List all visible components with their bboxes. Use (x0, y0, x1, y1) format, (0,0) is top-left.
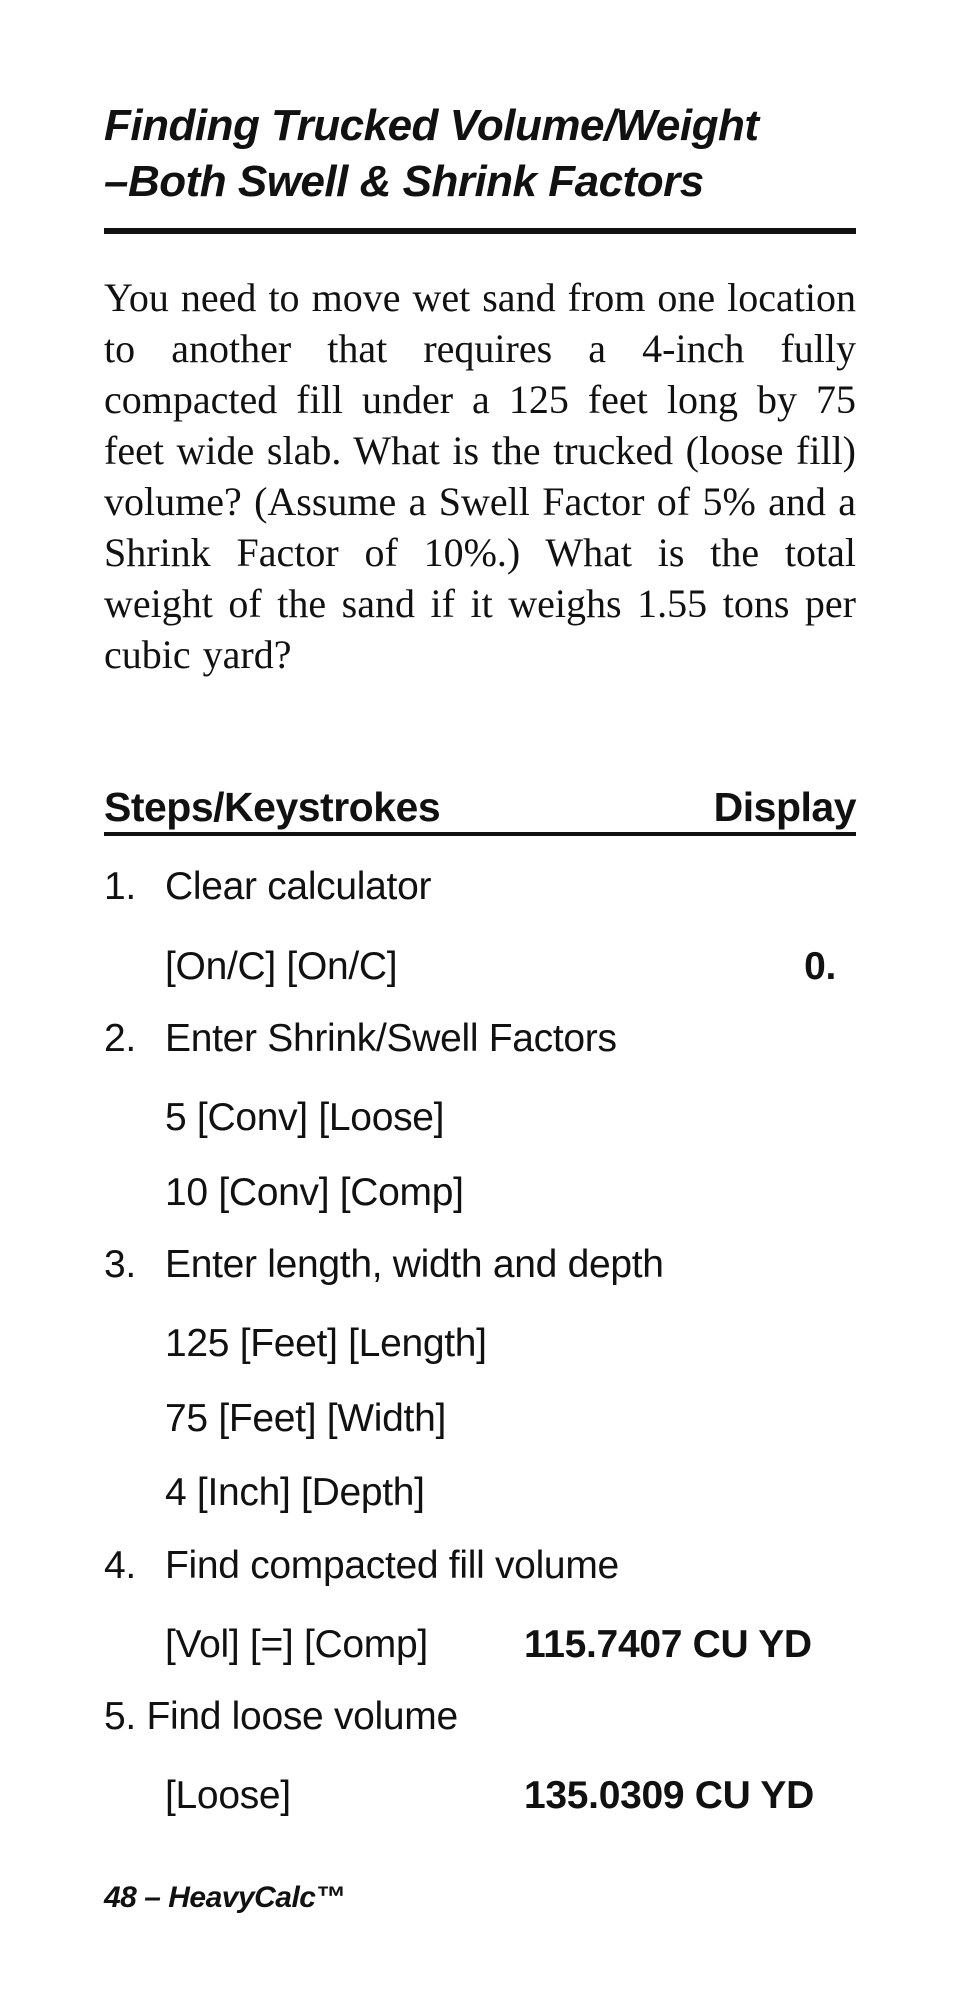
title-line-1: Finding Trucked Volume/Weight (104, 101, 759, 150)
problem-statement: You need to move wet sand from one location to another that requires a 4-inch fully compacted fill under a 125 feet long by 75 feet wide slab. What is the trucked (loose fill) volume? (Assume a Swell Factor of 5% and a Shrink Factor of 10%.) What is the total weight of the sand if it weighs 1.55 tons per cubic yard? (104, 275, 856, 677)
step-number: 1. (104, 865, 136, 908)
keystroke-row: [Loose] (165, 1774, 291, 1817)
header-divider (104, 832, 856, 836)
step-2 (104, 1015, 617, 1063)
title-line-2: –Both Swell & Shrink Factors (104, 157, 704, 206)
step-label: Enter length, width and depth (165, 1243, 664, 1286)
display-value: 115.7407 CU YD (524, 1623, 812, 1666)
step-number: 3. (104, 1243, 136, 1286)
display-value: 0. (804, 945, 836, 988)
step-1 (104, 863, 431, 911)
page-title (104, 98, 856, 210)
steps-table-header (104, 779, 856, 835)
step-label: Enter Shrink/Swell Factors (165, 1017, 617, 1060)
keystroke-row: [Vol] [=] [Comp] (165, 1623, 428, 1666)
keystroke-row: 10 [Conv] [Comp] (165, 1171, 464, 1214)
step-number: 2. (104, 1017, 136, 1060)
step-4 (104, 1542, 619, 1590)
page-footer: 48 – HeavyCalc™ (104, 1881, 345, 1914)
title-divider (104, 228, 856, 234)
keystroke-row: 4 [Inch] [Depth] (165, 1471, 425, 1514)
keystroke-row: 75 [Feet] [Width] (165, 1397, 447, 1440)
keystroke-row: [On/C] [On/C] (165, 945, 398, 988)
step-3 (104, 1241, 664, 1289)
step-number: 5. (104, 1695, 136, 1738)
keystroke-row: 5 [Conv] [Loose] (165, 1096, 445, 1139)
step-label: Find compacted fill volume (165, 1544, 619, 1587)
manual-page (104, 0, 856, 2009)
display-value: 135.0309 CU YD (524, 1774, 814, 1817)
step-label: Clear calculator (165, 865, 432, 908)
step-number: 4. (104, 1544, 136, 1587)
steps-column-header: Steps/Keystrokes (104, 784, 441, 830)
step-label: Find loose volume (146, 1695, 458, 1738)
step-5 (104, 1693, 458, 1741)
display-column-header: Display (713, 784, 856, 830)
keystroke-row: 125 [Feet] [Length] (165, 1322, 487, 1365)
